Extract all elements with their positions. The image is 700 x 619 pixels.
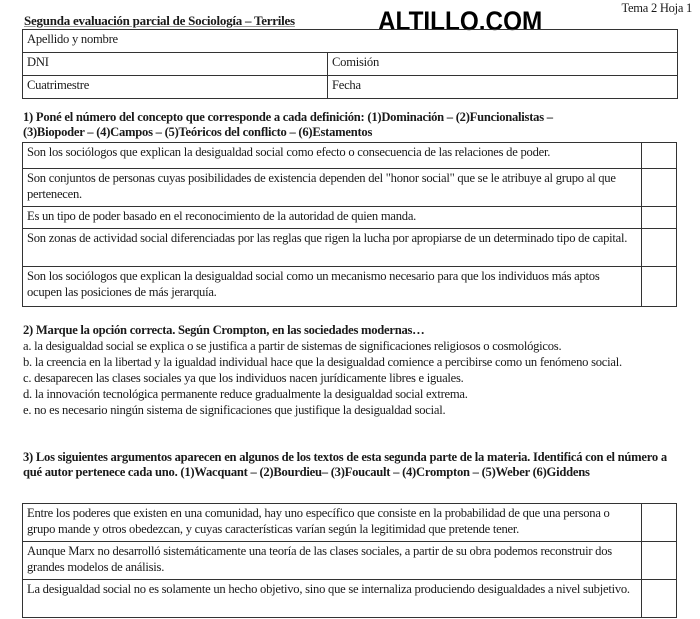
watermark-logo: ALTILLO.COM — [378, 6, 543, 36]
q1-answer-cell[interactable] — [642, 229, 677, 267]
q2-prompt: 2) Marque la opción correcta. Según Crompton, en las sociedades modernas… — [23, 323, 425, 337]
q1-definition: Es un tipo de poder basado en el reconocimiento de la autoridad de quien manda. — [23, 207, 642, 229]
q3-argument: Aunque Marx no desarrolló sistemáticamente una teoría de las clases sociales, a partir de su obra podemos reconstruir dos grandes modelos de análisis. — [23, 542, 642, 580]
q2-option-c[interactable]: c. desaparecen las clases sociales ya que los individuos nacen jurídicamente libres e iguales. — [23, 371, 464, 385]
student-info-table — [22, 29, 678, 99]
q1-prompt — [23, 110, 683, 140]
q1-answer-cell[interactable] — [642, 207, 677, 229]
q3-answer-cell[interactable] — [642, 504, 677, 542]
q3-answer-cell[interactable] — [642, 542, 677, 580]
q2-option-a[interactable]: a. la desigualdad social se explica o se justifica a partir de sistemas de significaciones religiosos o cosmológicos. — [23, 339, 562, 353]
q1-definition: Son zonas de actividad social diferenciadas por las reglas que rigen la lucha por apropiarse de un determinado tipo de capital. — [23, 229, 642, 267]
fecha-field[interactable]: Fecha — [328, 76, 678, 99]
q3-prompt: 3) Los siguientes argumentos aparecen en algunos de los textos de esta segunda parte de la materia. Identificá con el número a qué autor pertenece cada uno. (1)Wacquant – (2)Bourdieu– (3)Foucault – (4)Crompton – (5)Weber (6)Giddens — [23, 450, 667, 479]
q2-option-e[interactable]: e. no es necesario ningún sistema de significaciones que justifique la desigualdad social. — [23, 403, 446, 417]
cuatrimestre-field[interactable]: Cuatrimestre — [23, 76, 328, 99]
q3-argument: La desigualdad social no es solamente un hecho objetivo, sino que se internaliza produciendo desigualdades a nivel subjetivo. — [23, 580, 642, 618]
q1-answer-cell[interactable] — [642, 267, 677, 307]
q2-option-b[interactable]: b. la creencia en la libertad y la igualdad individual hace que la desigualdad comience a percibirse como un fenómeno social. — [23, 355, 622, 369]
q1-definition: Son los sociólogos que explican la desigualdad social como efecto o consecuencia de las relaciones de poder. — [23, 143, 642, 169]
q1-definition: Son los sociólogos que explican la desigualdad social como un mecanismo necesario para que los individuos más aptos ocupen las posiciones de más jerarquía. — [23, 267, 642, 307]
q3-argument: Entre los poderes que existen en una comunidad, hay uno específico que consiste en la probabilidad de que una persona o grupo mande y otros obedezcan, y cuyas características varían según la legitimidad que pretende tener. — [23, 504, 642, 542]
dni-field[interactable]: DNI — [23, 53, 328, 76]
q3-table — [22, 503, 677, 618]
sheet-label: Tema 2 Hoja 1 — [621, 1, 692, 15]
comision-field[interactable]: Comisión — [328, 53, 678, 76]
q2-options — [23, 338, 683, 418]
q1-answer-cell[interactable] — [642, 169, 677, 207]
q3-answer-cell[interactable] — [642, 580, 677, 618]
q1-prompt-line: 1) Poné el número del concepto que corresponde a cada definición: (1)Dominación – (2)Funcionalistas – — [23, 110, 553, 124]
q2-option-d[interactable]: d. la innovación tecnológica permanente reduce gradualmente la desigualdad social extrema. — [23, 387, 468, 401]
q1-prompt-line: (3)Biopoder – (4)Campos – (5)Teóricos del conflicto – (6)Estamentos — [23, 125, 373, 139]
name-field[interactable]: Apellido y nombre — [23, 30, 678, 53]
q1-definition: Son conjuntos de personas cuyas posibilidades de existencia dependen del "honor social" que se le atribuye al grupo al que pertenecen. — [23, 169, 642, 207]
q1-table — [22, 142, 677, 307]
exam-title: Segunda evaluación parcial de Sociología – Terriles — [24, 13, 295, 28]
q1-answer-cell[interactable] — [642, 143, 677, 169]
